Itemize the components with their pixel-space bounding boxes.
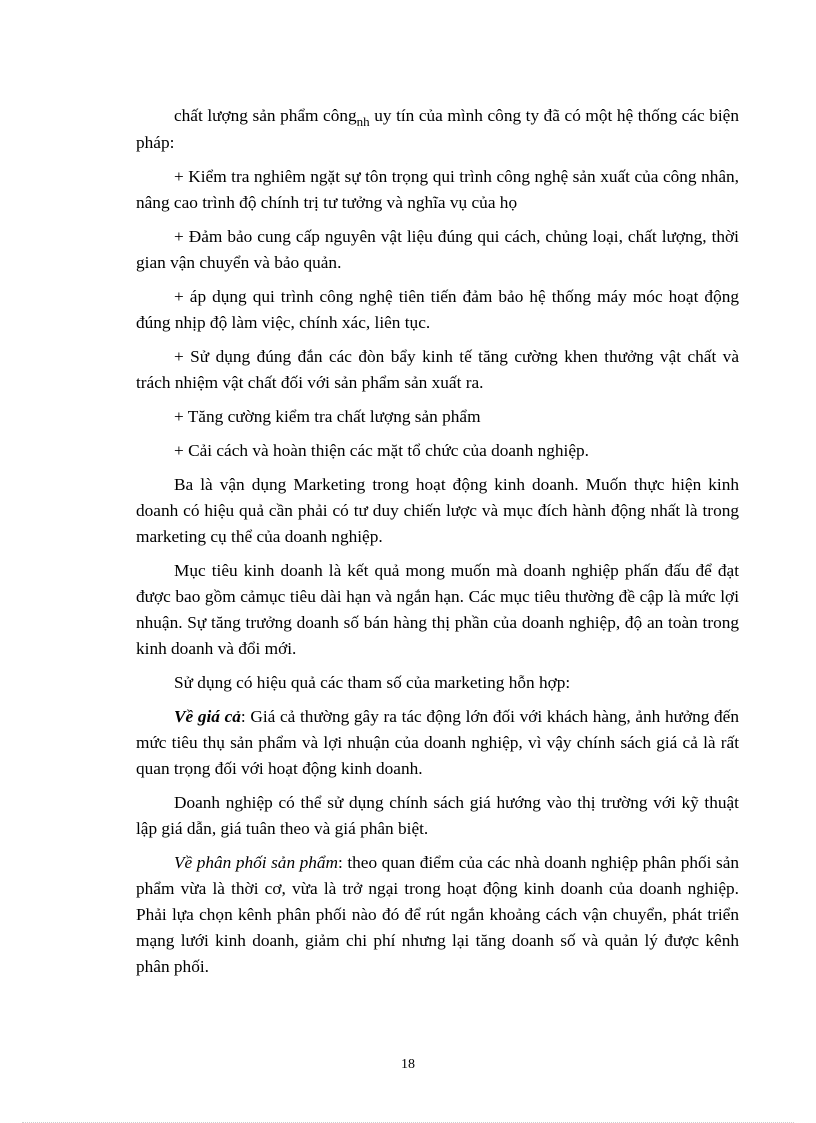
paragraph-marketing-mix: Sử dụng có hiệu quả các tham số của marketing hỗn hợp: — [174, 673, 571, 692]
paragraph-marketing: Ba là vận dụng Marketing trong hoạt động kinh doanh. Muốn thực hiện kinh doanh có hiệu quả cần phải có tư duy chiến lược và mục đích hành động nhất là trong marketing cụ thể của doanh nghiệp. — [136, 475, 739, 546]
paragraph-pricing-policy: Doanh nghiệp có thể sử dụng chính sách giá hướng vào thị trường với kỹ thuật lập giá dẫn, giá tuân theo và giá phân biệt. — [136, 793, 739, 838]
bullet-organization: + Cải cách và hoàn thiện các mặt tổ chức của doanh nghiệp. — [174, 441, 589, 460]
pricing-heading: Về giá cả — [174, 707, 241, 726]
distribution-heading: Về phân phối sản phẩm — [174, 853, 339, 872]
paragraph-1-part-b: uy tín của mình công ty đã có một hệ thống các biện pháp: — [136, 106, 739, 152]
pricing-text: : Giá cả thường gây ra tác động lớn đối với khách hàng, ảnh hưởng đến mức tiêu thụ sản phẩm và lợi nhuận của doanh nghiệp, vì vậy chính sách giá cả là rất quan trọng đối với hoạt động kinh doanh. — [136, 707, 739, 778]
paragraph-pricing — [136, 704, 739, 782]
bullet-quality-control: + Tăng cường kiểm tra chất lượng sản phẩm — [174, 407, 481, 426]
paragraph-1 — [136, 103, 739, 156]
distribution-text: : theo quan điểm của các nhà doanh nghiệp phân phối sản phẩm vừa là thời cơ, vừa là trở ngại trong hoạt động kinh doanh của doanh nghiệp. Phải lựa chọn kênh phân phối nào đó để rút ngắn khoảng cách vận chuyển, phát triển mạng lưới kinh doanh, giảm chi phí nhưng lại tăng doanh số và quản lý được kênh phân phối. — [136, 853, 740, 976]
paragraph-business-goals: Mục tiêu kinh doanh là kết quả mong muốn mà doanh nghiệp phấn đấu để đạt được bao gồm cảmục tiêu dài hạn và ngắn hạn. Các mục tiêu thường đề cập là mức lợi nhuận. Sự tăng trưởng doanh số bán hàng thị phần của doanh nghiệp, độ an toàn trong kinh doanh và đổi mới. — [136, 561, 739, 658]
paragraph-1-part-a: chất lượng sản phẩm công — [174, 106, 357, 125]
paragraph-1-subscript-fragment: nh — [356, 114, 370, 129]
bullet-materials: + Đảm bảo cung cấp nguyên vật liệu đúng qui cách, chủng loại, chất lượng, thời gian vận chuyển và bảo quản. — [136, 227, 739, 272]
bullet-technology: + áp dụng qui trình công nghệ tiên tiến đảm bảo hệ thống máy móc hoạt động đúng nhịp độ làm việc, chính xác, liên tục. — [136, 287, 739, 332]
bullet-incentives: + Sử dụng đúng đắn các đòn bẩy kinh tế tăng cường khen thưởng vật chất và trách nhiệm vật chất đối với sản phẩm sản xuất ra. — [136, 347, 739, 392]
page-number: 18 — [401, 1057, 415, 1072]
document-body — [136, 103, 739, 980]
bullet-inspection: + Kiểm tra nghiêm ngặt sự tôn trọng qui trình công nghệ sản xuất của công nhân, nâng cao trình độ chính trị tư tưởng và nghĩa vụ của họ — [136, 167, 739, 212]
paragraph-distribution — [136, 850, 739, 980]
